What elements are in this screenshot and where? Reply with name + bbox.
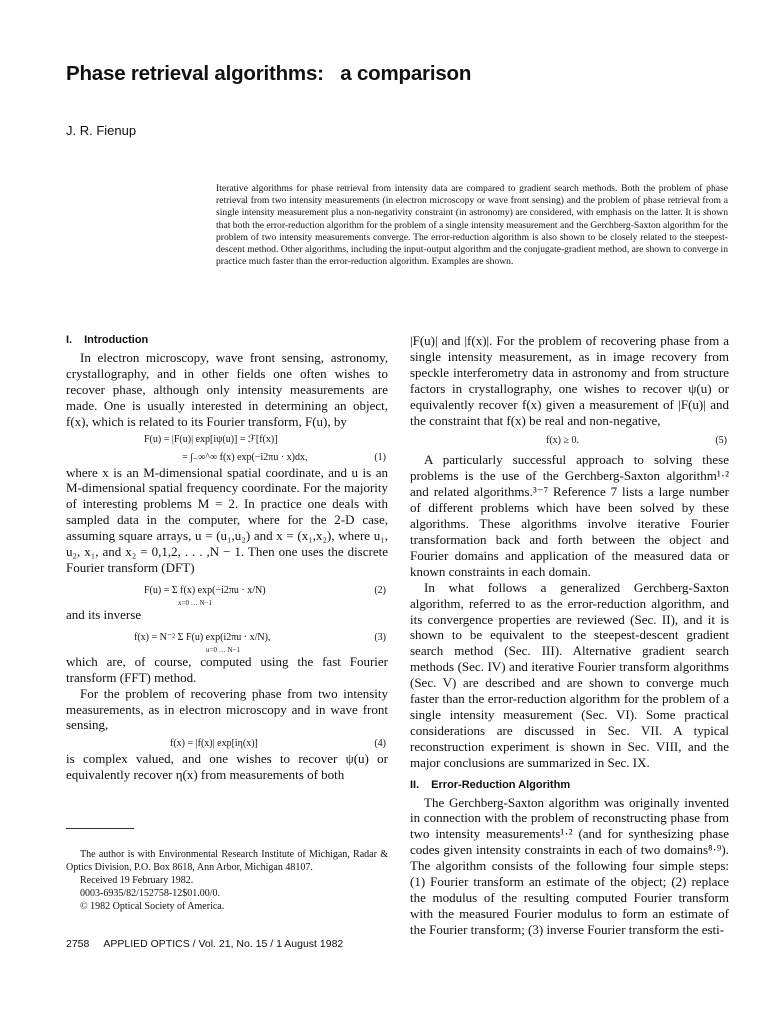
footnote [66, 848, 388, 913]
paragraph: where x is an M-dimensional spatial coordinate, and u is an M-dimensional spatial frequency coordinate. For the majority of interesting problems M = 2. In practice one deals with sampled data in the computer, where for the 2-D case, assuming square arrays, u = (u₁,u₂) and x = (x₁,x₂), where u₁, u₂, x₁, and x₂ = 0,1,2, . . . ,N − 1. Then one uses the discrete Fourier transform (DFT) [66, 464, 388, 575]
paragraph: |F(u)| and |f(x)|. For the problem of recovering phase from a single intensity measurement, as in image recovery from speckle interferometry data in astronomy and from structure factors in crystallography, one wishes to recover ψ(u) or equivalently recover f(x) given a measurement of |F(u)| and the constraint that f(x) be real and non-negative, [410, 333, 729, 428]
section-heading-introduction [66, 333, 388, 347]
paragraph: which are, of course, computed using the fast Fourier transform (FFT) method. [66, 653, 388, 685]
equation-1b [66, 451, 388, 465]
paragraph: The Gerchberg-Saxton algorithm was originally invented in connection with the problem of reconstructing phase from two intensity measurements¹·² (and for synthesizing phase codes given intensity constraints in each of two domains⁸·⁹). The algorithm consists of the following four simple steps: (1) Fourier transform an estimate of the object; (2) replace the modulus of the resulting computed Fourier transform with the measured Fourier modulus to form an estimate of the Fourier transform; (3) inverse Fourier transform the esti- [410, 794, 729, 937]
equation-3 [66, 631, 388, 654]
equation-1a [66, 433, 388, 447]
section-number: II. [410, 778, 420, 791]
author-affiliation: The author is with Environmental Research Institute of Michigan, Radar & Optics Division, P.O. Box 8618, Ann Arbor, Michigan 48107. [66, 849, 388, 873]
equation-text: f(x) = |f(x)| exp[iη(x)] [170, 738, 258, 750]
paragraph: A particularly successful approach to solving these problems is the use of the Gerchberg-Saxton algorithm¹·² and related algorithms.³⁻⁷ Reference 7 lists a large number of different problems which have been solved by these algorithms. These algorithms involve iterative Fourier transformation back and forth between the object and Fourier domains and application of the measured data or known constraints in each domain. [410, 452, 729, 579]
equation-text: f(x) = N⁻² Σ F(u) exp(i2πu · x/N), [134, 631, 271, 643]
paragraph: In electron microscopy, wave front sensing, astronomy, crystallography, and in other fields one often wishes to recover phase, although only intensity measurements are made. One is usually interested in determining an object, f(x), which is related to its Fourier transform, F(u), by [66, 350, 388, 429]
equation-text: f(x) ≥ 0. [546, 435, 579, 447]
equation-number: (1) [374, 451, 386, 463]
author-name: J. R. Fienup [66, 123, 137, 138]
equation-text: = ∫₋∞^∞ f(x) exp(−i2πu · x)dx, [182, 451, 308, 463]
equation-2 [66, 584, 388, 607]
summation-limits: x=0 … N−1 [178, 598, 212, 607]
summation-limits: u=0 … N−1 [206, 645, 240, 654]
abstract: Iterative algorithms for phase retrieval from intensity data are compared to gradient search methods. Both the problem of phase retrieval from two intensity measurements (in electron microscopy or wave front sensing) and the problem of phase retrieval from a single intensity measurement plus a non-negativity constraint (in astronomy) are considered, with emphasis on the latter. It is shown that both the error-reduction algorithm for the problem of a single intensity measurement and the Gerchberg-Saxton algorithm for the problem of two intensity measurements converge. The error-reduction algorithm is also shown to be closely related to the steepest-descent method. Other algorithms, including the input-output algorithm and the conjugate-gradient method, are shown to converge in practice much faster than the error-reduction algorithm. Examples are shown. [216, 183, 728, 268]
section-number: I. [66, 334, 73, 346]
equation-5 [410, 434, 729, 448]
paragraph: and its inverse [66, 606, 142, 622]
equation-number: (5) [715, 435, 727, 447]
equation-4 [66, 737, 388, 751]
equation-text: F(u) = Σ f(x) exp(−i2πu · x/N) [144, 584, 266, 596]
paragraph: is complex valued, and one wishes to recover ψ(u) or equivalently recover η(x) from measurements of both [66, 751, 388, 783]
equation-number: (2) [374, 584, 386, 596]
footnote-rule [66, 828, 134, 829]
equation-number: (3) [374, 631, 386, 643]
paragraph: For the problem of recovering phase from two intensity measurements, as in electron microscopy and in wave front sensing, [66, 685, 388, 733]
copyright: © 1982 Optical Society of America. [80, 901, 225, 912]
section-title: Error-Reduction Algorithm [431, 778, 571, 791]
section-title: Introduction [84, 334, 149, 346]
equation-text: F(u) = |F(u)| exp[iψ(u)] = ℱ[f(x)] [144, 433, 278, 445]
left-column [66, 333, 388, 783]
equation-number: (4) [374, 738, 386, 750]
page-footer: 2758 APPLIED OPTICS / Vol. 21, No. 15 / 1 August 1982 [66, 938, 344, 950]
received-date: Received 19 February 1982. [80, 875, 194, 886]
right-column [410, 333, 729, 938]
paragraph: In what follows a generalized Gerchberg-Saxton algorithm, referred to as the error-reduction algorithm, and its convergence properties are reviewed (Sec. II), and it is shown to be equivalent to the steepest-descent gradient search method (Sec. III). Alternative gradient search methods (Sec. IV) and iterative Fourier transform algorithms (Sec. V) are described and are shown to converge much faster than the error-reduction algorithm for the problem of a single intensity measurement (Sec. VI). Some practical considerations are discussed in Sec. VII. A typical reconstruction experiment is shown in Sec. VIII, and the major conclusions are summarized in Sec. IX. [410, 579, 729, 770]
paper-title: Phase retrieval algorithms: a comparison [66, 62, 472, 85]
article-code: 0003-6935/82/152758-12$01.00/0. [80, 888, 220, 899]
section-heading-error-reduction [410, 778, 729, 792]
